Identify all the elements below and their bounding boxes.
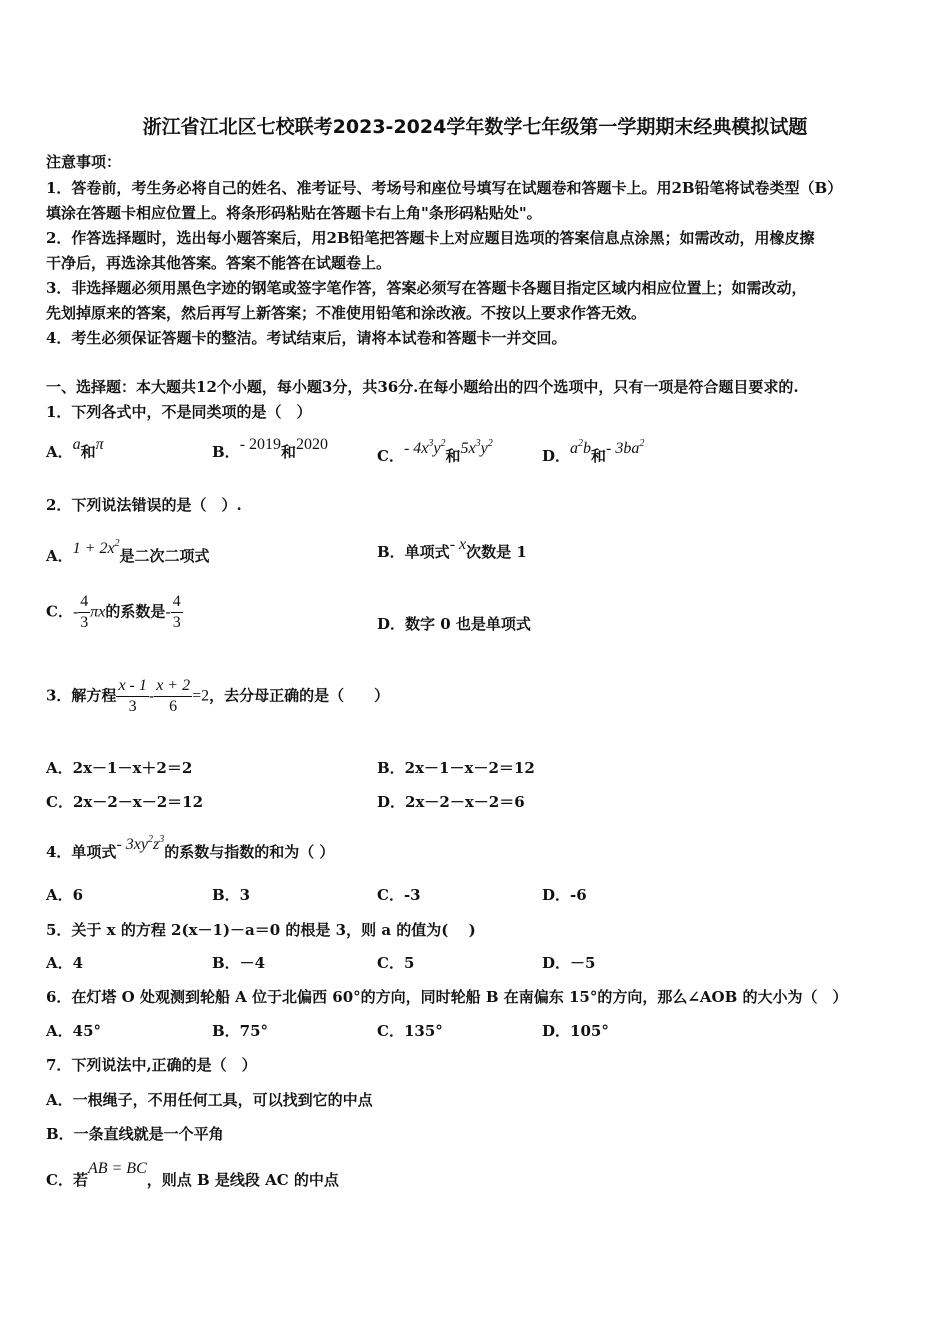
q1-option-b: B．- 2019和2020 bbox=[212, 436, 329, 461]
q5-stem: 5．关于 x 的方程 2(x－1)－a＝0 的根是 3，则 a 的值为( ) bbox=[46, 921, 476, 939]
notice-line-7: 4．考生必须保证答题卡的整洁。考试结束后，请将本试卷和答题卡一并交回。 bbox=[46, 329, 567, 347]
q2-option-a: A．$1 + 2x^2$是二次二项式 bbox=[46, 538, 210, 565]
q5-option-b: B．－4 bbox=[212, 954, 266, 972]
q1-option-d: D．$a^2b$和- $3ba^2$ bbox=[542, 438, 645, 465]
q6-option-c: C．135° bbox=[377, 1022, 443, 1040]
q6-option-a: A．45° bbox=[46, 1022, 102, 1040]
notice-line-5: 3．非选择题必须用黑色字迹的钢笔或签字笔作答，答案必须写在答题卡各题目指定区域内相应位置上；如需改动， bbox=[46, 279, 807, 297]
q6-stem: 6．在灯塔 O 处观测到轮船 A 位于北偏西 60°的方向，同时轮船 B 在南偏东 15°的方向，那么∠AOB 的大小为（ ） bbox=[46, 988, 848, 1006]
q3-fraction-1: $\frac{x - 1}{3}$ bbox=[118, 677, 147, 715]
q6-option-d: D．105° bbox=[542, 1022, 609, 1040]
q2-option-c: C．- $\frac{4}{3}$ πx的系数是- $\frac{4}{3}$ bbox=[46, 593, 181, 631]
q3-option-d: D．2x－2－x－2＝6 bbox=[377, 793, 525, 811]
q3-fraction-2: $\frac{x + 2}{6}$ bbox=[156, 677, 191, 715]
q2-c-fraction-2: $\frac{4}{3}$ bbox=[172, 593, 181, 631]
q1-option-c: C．- $4x^3y^2$和$5x^3y^2$ bbox=[377, 438, 493, 465]
q7-option-c: C．若AB = BC，则点 B 是线段 AC 的中点 bbox=[46, 1160, 339, 1189]
notice-line-1: 1．答卷前，考生务必将自己的姓名、准考证号、考场号和座位号填写在试题卷和答题卡上。用2B铅笔将试卷类型（B） bbox=[46, 179, 843, 197]
q4-option-d: D．-6 bbox=[542, 886, 587, 904]
notice-line-3: 2．作答选择题时，选出每小题答案后，用2B铅笔把答题卡上对应题目选项的答案信息点涂黑；如需改动，用橡皮擦 bbox=[46, 229, 815, 247]
q3-option-a: A．2x－1－x＋2＝2 bbox=[46, 759, 193, 777]
q3-option-b: B．2x－1－x－2＝12 bbox=[377, 759, 535, 777]
q4-stem: 4．单项式- $3xy^2z^3$的系数与指数的和为（ ） bbox=[46, 834, 335, 861]
q5-option-c: C．5 bbox=[377, 954, 415, 972]
q1-stem: 1．下列各式中，不是同类项的是（ ） bbox=[46, 403, 312, 421]
exam-title: 浙江省江北区七校联考2023-2024学年数学七年级第一学期期末经典模拟试题 bbox=[142, 116, 808, 138]
notice-heading: 注意事项： bbox=[46, 153, 122, 171]
q3-option-c: C．2x－2－x－2＝12 bbox=[46, 793, 204, 811]
notice-line-4: 干净后，再选涂其他答案。答案不能答在试题卷上。 bbox=[46, 254, 392, 272]
notice-line-6: 先划掉原来的答案，然后再写上新答案；不准使用铅笔和涂改液。不按以上要求作答无效。 bbox=[46, 304, 647, 322]
q5-option-a: A．4 bbox=[46, 954, 84, 972]
q4-option-a: A．6 bbox=[46, 886, 84, 904]
q6-option-b: B．75° bbox=[212, 1022, 269, 1040]
section-heading: 一、选择题：本大题共12个小题，每小题3分，共36分.在每小题给出的四个选项中，只有一项是符合题目要求的. bbox=[46, 378, 799, 396]
q5-option-d: D．－5 bbox=[542, 954, 596, 972]
q2-option-b: B．单项式- x次数是 1 bbox=[377, 536, 527, 561]
q7-option-a: A．一根绳子，不用任何工具，可以找到它的中点 bbox=[46, 1091, 373, 1109]
q4-option-c: C．-3 bbox=[377, 886, 421, 904]
q3-stem: 3．解方程 $\frac{x - 1}{3}$ - $\frac{x + 2}{6}$ =2，去分母正确的是（ ） bbox=[46, 677, 390, 715]
q1-option-a: A．a和π bbox=[46, 436, 104, 461]
q7-stem: 7．下列说法中,正确的是（ ） bbox=[46, 1056, 257, 1074]
q4-option-b: B．3 bbox=[212, 886, 251, 904]
q2-c-fraction: $\frac{4}{3}$ bbox=[80, 593, 89, 631]
q2-stem: 2．下列说法错误的是（ ）. bbox=[46, 496, 242, 514]
notice-line-2: 填涂在答题卡相应位置上。将条形码粘贴在答题卡右上角"条形码粘贴处"。 bbox=[46, 204, 542, 222]
q7-option-b: B．一条直线就是一个平角 bbox=[46, 1125, 224, 1143]
q2-option-d: D．数字 0 也是单项式 bbox=[377, 615, 531, 633]
